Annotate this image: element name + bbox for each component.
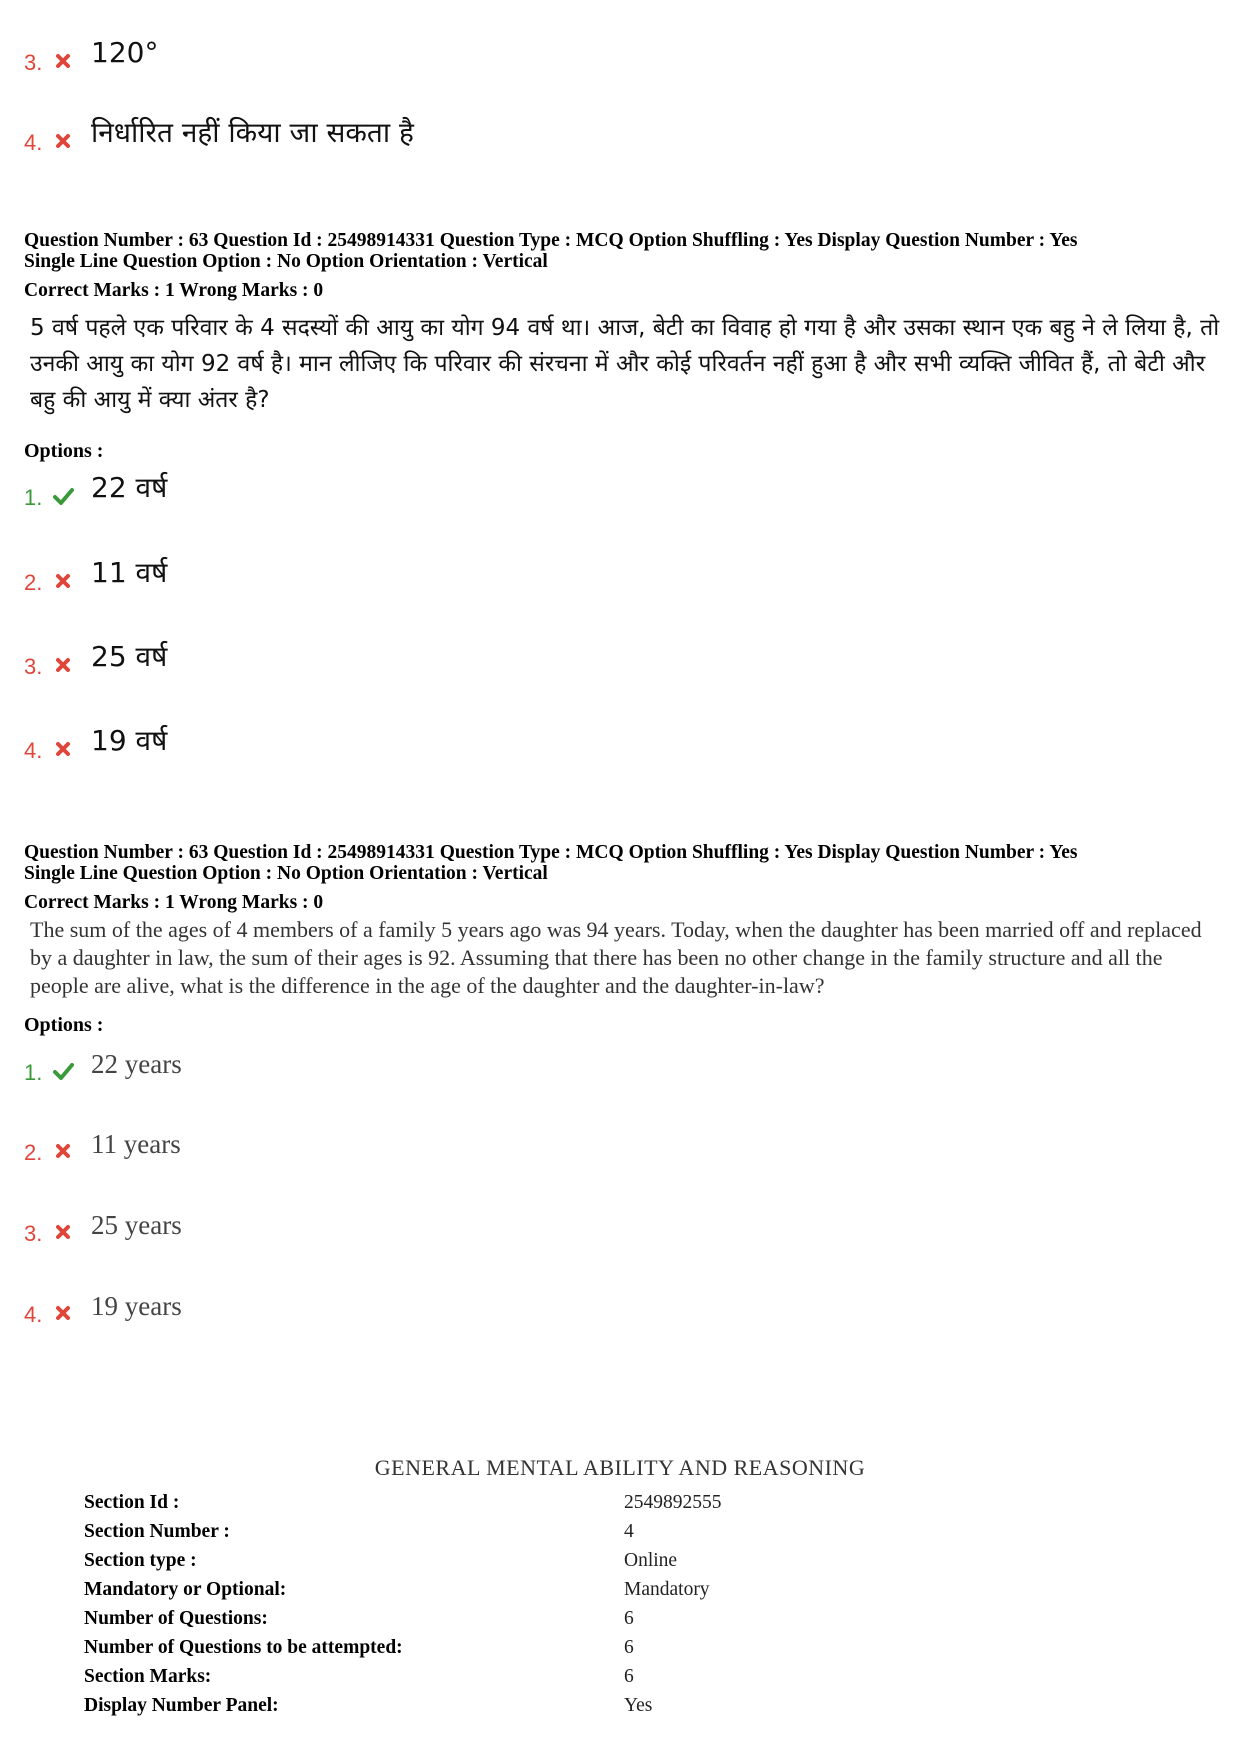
cross-icon (52, 130, 74, 152)
section-row (84, 1608, 1184, 1637)
option-row (24, 455, 924, 515)
option-row (24, 20, 924, 80)
option-text: 22 वर्ष (91, 471, 168, 504)
check-icon (52, 1060, 74, 1082)
cross-icon (52, 1221, 74, 1243)
option-row (24, 708, 924, 768)
question-text: The sum of the ages of 4 members of a family 5 years ago was 94 years. Today, when the daughter has been married off and replaced by a daughter in law, the sum of their ages is 92. Assuming that there has been no other change in the family structure and all the people are alive, what is the difference in the age of the daughter and the daughter-in-law? (30, 917, 1202, 998)
option-row (24, 1272, 924, 1332)
option-text: निर्धारित नहीं किया जा सकता है (91, 116, 414, 149)
section-title: GENERAL MENTAL ABILITY AND REASONING (374, 1455, 866, 1480)
section-row (84, 1695, 1184, 1724)
option-number: 4. (24, 738, 43, 763)
option-text: 22 years (91, 1049, 182, 1079)
section-value: Mandatory (624, 1579, 710, 1600)
section-value: 4 (624, 1521, 634, 1542)
section-key: Section type : (84, 1550, 197, 1571)
option-number: 3. (24, 654, 43, 679)
option-row (24, 1030, 924, 1090)
section-row (84, 1521, 1184, 1550)
option-number: 4. (24, 130, 43, 155)
section-key: Display Number Panel: (84, 1695, 279, 1716)
question-meta-line2: Single Line Question Option : No Option Orientation : Vertical (24, 251, 548, 272)
section-key: Number of Questions: (84, 1608, 268, 1629)
option-number: 2. (24, 570, 43, 595)
question-marks: Correct Marks : 1 Wrong Marks : 0 (24, 280, 324, 301)
section-row (84, 1666, 1184, 1695)
option-row (24, 540, 924, 600)
section-value: Yes (624, 1695, 653, 1716)
section-value: 6 (624, 1666, 634, 1687)
option-number: 3. (24, 1221, 43, 1246)
question-meta-line2: Single Line Question Option : No Option Orientation : Vertical (24, 863, 548, 884)
question-meta-line1: Question Number : 63 Question Id : 25498914331 Question Type : MCQ Option Shuffling : Yes Display Question Number : Yes (24, 842, 1078, 863)
option-number: 4. (24, 1302, 43, 1327)
section-key: Section Number : (84, 1521, 230, 1542)
cross-icon (52, 654, 74, 676)
option-text: 19 वर्ष (91, 724, 168, 757)
section-key: Section Id : (84, 1492, 180, 1513)
section-row (84, 1550, 1184, 1579)
option-text: 19 years (91, 1291, 182, 1321)
cross-icon (52, 738, 74, 760)
section-key: Mandatory or Optional: (84, 1579, 287, 1600)
section-row (84, 1637, 1184, 1666)
section-row (84, 1579, 1184, 1608)
option-number: 1. (24, 1060, 43, 1085)
option-row (24, 100, 924, 160)
section-value: 6 (624, 1608, 634, 1629)
option-text: 25 years (91, 1210, 182, 1240)
question-marks: Correct Marks : 1 Wrong Marks : 0 (24, 892, 324, 913)
option-text: 11 वर्ष (91, 556, 168, 589)
option-number: 3. (24, 50, 43, 75)
option-text: 25 वर्ष (91, 640, 168, 673)
section-row (84, 1492, 1184, 1521)
cross-icon (52, 1140, 74, 1162)
option-row (24, 1110, 924, 1170)
section-key: Number of Questions to be attempted: (84, 1637, 403, 1658)
section-key: Section Marks: (84, 1666, 212, 1687)
option-row (24, 624, 924, 684)
option-row (24, 1191, 924, 1251)
option-text: 120° (91, 36, 159, 69)
section-value: 6 (624, 1637, 634, 1658)
question-meta-line1: Question Number : 63 Question Id : 25498914331 Question Type : MCQ Option Shuffling : Yes Display Question Number : Yes (24, 230, 1078, 251)
section-value: 2549892555 (624, 1492, 722, 1513)
options-label: Options : (24, 1014, 104, 1036)
cross-icon (52, 570, 74, 592)
question-text: 5 वर्ष पहले एक परिवार के 4 सदस्यों की आयु का योग 94 वर्ष था। आज, बेटी का विवाह हो गया है और उसका स्थान एक बहु ने ले लिया है, तो उनकी आयु का योग 92 वर्ष है। मान लीजिए कि परिवार की संरचना में और कोई परिवर्तन नहीं हुआ है और सभी व्यक्ति जीवित हैं, तो बेटी और बहु की आयु में क्या अंतर है? (30, 315, 1220, 413)
check-icon (52, 485, 74, 507)
section-value: Online (624, 1550, 678, 1571)
option-number: 2. (24, 1140, 43, 1165)
option-number: 1. (24, 485, 43, 510)
option-text: 11 years (91, 1129, 181, 1159)
cross-icon (52, 50, 74, 72)
cross-icon (52, 1302, 74, 1324)
options-label: Options : (24, 440, 104, 462)
